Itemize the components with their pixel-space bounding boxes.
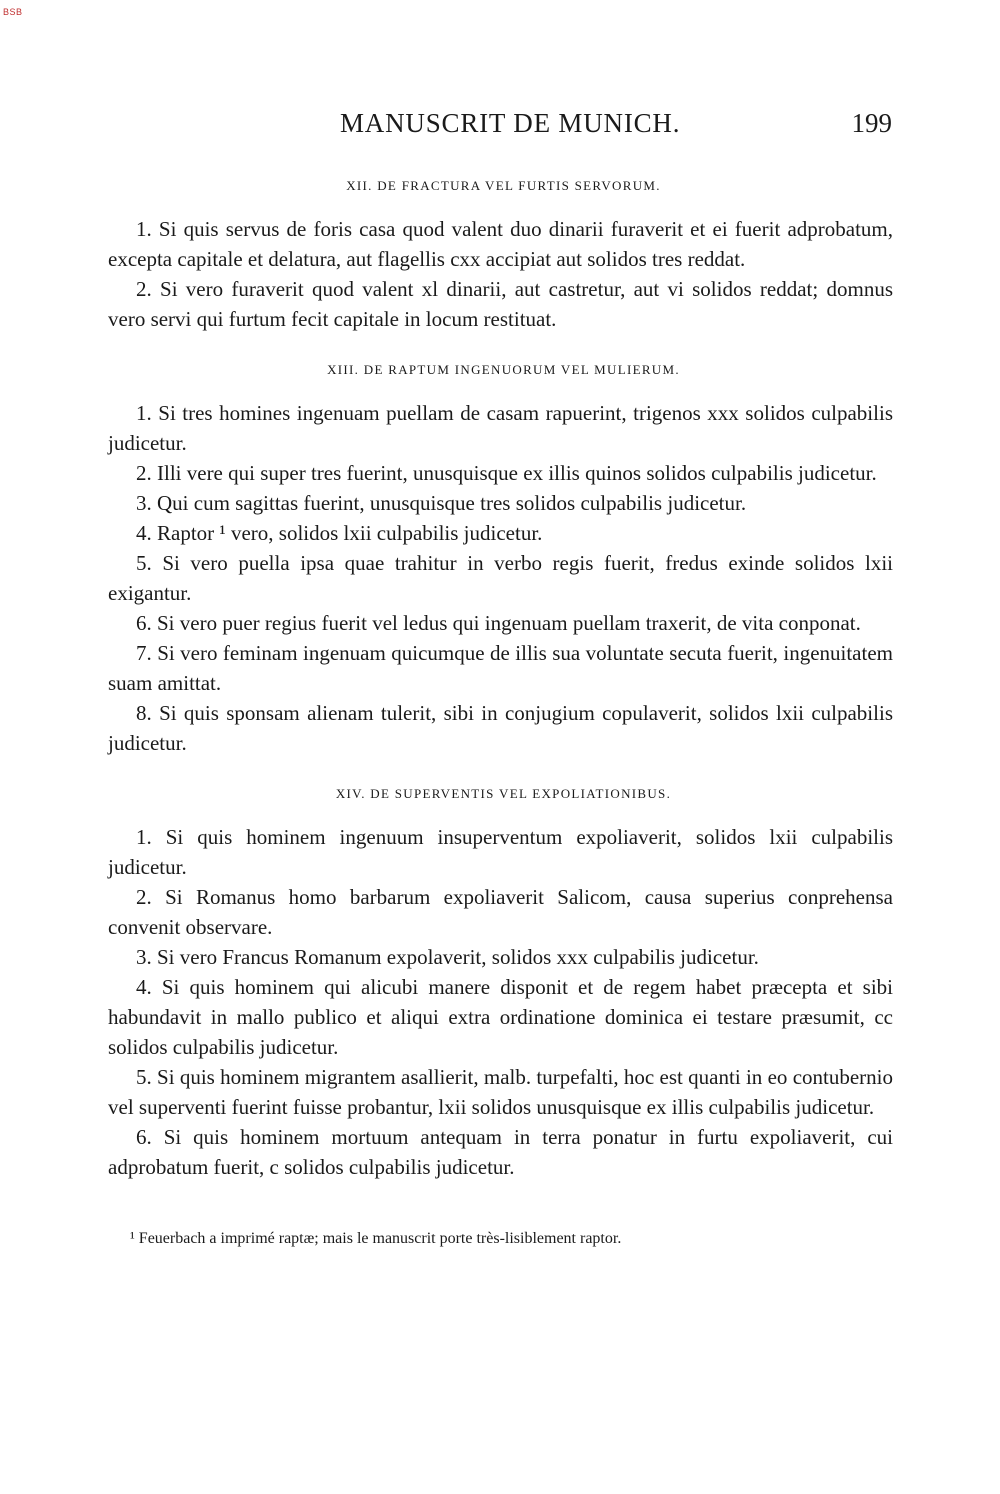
library-mark: BSB	[3, 7, 23, 17]
main-text	[108, 176, 893, 1266]
footnote-spacer	[108, 1182, 893, 1212]
paragraph: 7. Si vero feminam ingenuam quicumque de illis sua voluntate secuta fuerit, ingenuitatem suam amittat.	[108, 641, 893, 695]
paragraph: 2. Illi vere qui super tres fuerint, unusquisque ex illis quinos solidos culpabilis judicetur.	[136, 461, 877, 485]
page-number: 199	[851, 108, 892, 138]
footnote: ¹ Feuerbach a imprimé raptæ; mais le manuscrit porte très-lisiblement raptor.	[130, 1230, 622, 1247]
paragraph: 3. Qui cum sagittas fuerint, unusquisque tres solidos culpabilis judicetur.	[136, 491, 747, 515]
paragraph: 1. Si tres homines ingenuam puellam de casam rapuerint, trigenos xxx solidos culpabilis judicetur.	[108, 401, 893, 455]
paragraph: 6. Si quis hominem mortuum antequam in terra ponatur in furtu expoliaverit, cui adprobatum fuerit, c solidos culpabilis judicetur.	[108, 1125, 893, 1179]
paragraph: 4. Raptor ¹ vero, solidos lxii culpabilis judicetur.	[136, 521, 543, 545]
paragraph: 4. Si quis hominem qui alicubi manere disponit et de regem habet præcepta et sibi habundavit in mallo publico et aliqui extra ordinatione dominica ei testare præsumit, cc solidos culpabilis judicetur.	[108, 975, 893, 1059]
running-title: MANUSCRIT DE MUNICH.	[340, 108, 681, 138]
section-heading: XII. DE FRACTURA VEL FURTIS SERVORUM.	[346, 178, 661, 193]
paragraph: 6. Si vero puer regius fuerit vel ledus qui ingenuam puellam traxerit, de vita conponat.	[136, 611, 861, 635]
paragraph: 2. Si vero furaverit quod valent xl dinarii, aut castretur, aut vi solidos reddat; domnus vero servi qui furtum fecit capitale in locum restituat.	[108, 277, 893, 331]
paragraph: 2. Si Romanus homo barbarum expoliaverit Salicom, causa superius conprehensa convenit observare.	[108, 885, 893, 939]
section-heading: XIII. DE RAPTUM INGENUORUM VEL MULIERUM.	[327, 362, 680, 377]
running-header	[0, 108, 1000, 144]
paragraph: 5. Si quis hominem migrantem asallierit, malb. turpefalti, hoc est quanti in eo contubernio vel superventi fuerint fuisse probantur, lxii solidos unusquisque ex illis culpabilis judicetur.	[108, 1065, 893, 1119]
section-xiii	[108, 360, 893, 758]
section-heading: XIV. DE SUPERVENTIS VEL EXPOLIATIONIBUS.	[335, 786, 672, 801]
paragraph: 5. Si vero puella ipsa quae trahitur in verbo regis fuerit, fredus exinde solidos lxii exigantur.	[108, 551, 893, 605]
paragraph: 3. Si vero Francus Romanum expolaverit, solidos xxx culpabilis judicetur.	[136, 945, 759, 969]
section-xiv	[108, 784, 893, 1182]
paragraph: 8. Si quis sponsam alienam tulerit, sibi in conjugium copulaverit, solidos lxii culpabilis judicetur.	[108, 701, 893, 755]
paragraph: 1. Si quis hominem ingenuum insuperventum expoliaverit, solidos lxii culpabilis judicetur.	[108, 825, 893, 879]
section-xii	[108, 176, 893, 334]
paragraph: 1. Si quis servus de foris casa quod valent duo dinarii furaverit et ei fuerit adprobatum, excepta capitale et delatura, aut flagellis cxx accipiat aut solidos tres reddat.	[108, 217, 893, 271]
